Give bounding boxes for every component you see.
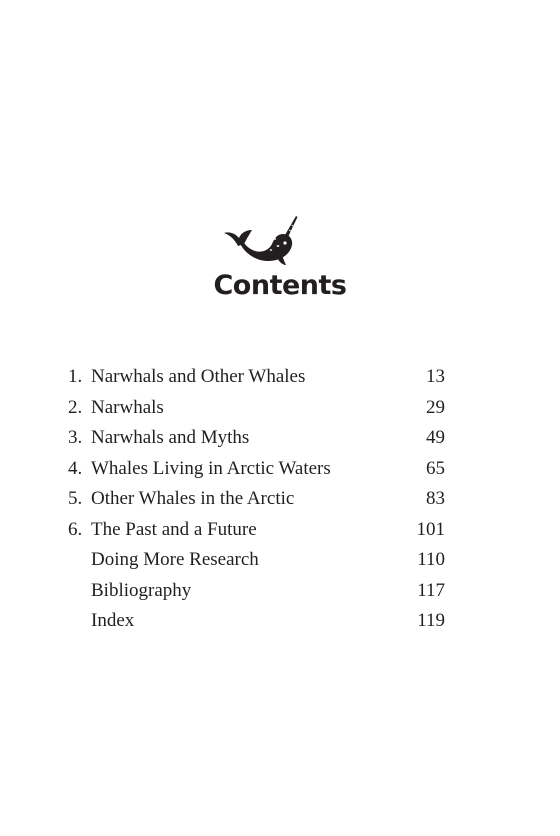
toc-entry[interactable]	[68, 484, 445, 515]
toc-title: Whales Living in Arctic Waters	[91, 457, 331, 479]
toc-entry[interactable]	[68, 362, 445, 393]
toc-page-number: 49	[426, 427, 445, 448]
toc-number: 3.	[68, 427, 83, 448]
toc-title: Narwhals	[91, 396, 164, 418]
toc-page-number: 83	[426, 488, 445, 509]
toc-number: 6.	[68, 518, 83, 540]
toc-title: Other Whales in the Arctic	[91, 488, 295, 509]
toc-page-number: 13	[426, 366, 445, 387]
narwhal-icon	[222, 213, 302, 269]
toc-entry[interactable]	[68, 393, 445, 424]
toc-page-number: 65	[426, 457, 445, 479]
toc-title: Doing More Research	[91, 549, 259, 570]
toc-number: 4.	[68, 457, 83, 479]
toc-page-number: 117	[417, 579, 445, 601]
toc-entry[interactable]	[68, 423, 445, 454]
toc-entry[interactable]	[68, 576, 445, 607]
toc-page-number: 119	[417, 610, 445, 631]
toc-title: The Past and a Future	[91, 518, 257, 540]
table-of-contents	[68, 362, 445, 637]
toc-page-number: 110	[417, 549, 445, 570]
toc-entry[interactable]	[68, 454, 445, 485]
toc-entry[interactable]	[68, 606, 445, 637]
toc-entry[interactable]	[68, 545, 445, 576]
toc-entry[interactable]	[68, 515, 445, 546]
page-title: Contents	[213, 270, 347, 301]
toc-page-number: 29	[426, 396, 445, 418]
toc-page-number: 101	[416, 518, 445, 540]
toc-title: Bibliography	[91, 579, 192, 601]
toc-title: Index	[91, 610, 135, 631]
toc-title: Narwhals and Other Whales	[91, 366, 306, 387]
toc-number: 2.	[68, 396, 83, 418]
toc-number: 1.	[68, 366, 83, 387]
toc-number: 5.	[68, 488, 83, 509]
toc-title: Narwhals and Myths	[91, 427, 250, 448]
